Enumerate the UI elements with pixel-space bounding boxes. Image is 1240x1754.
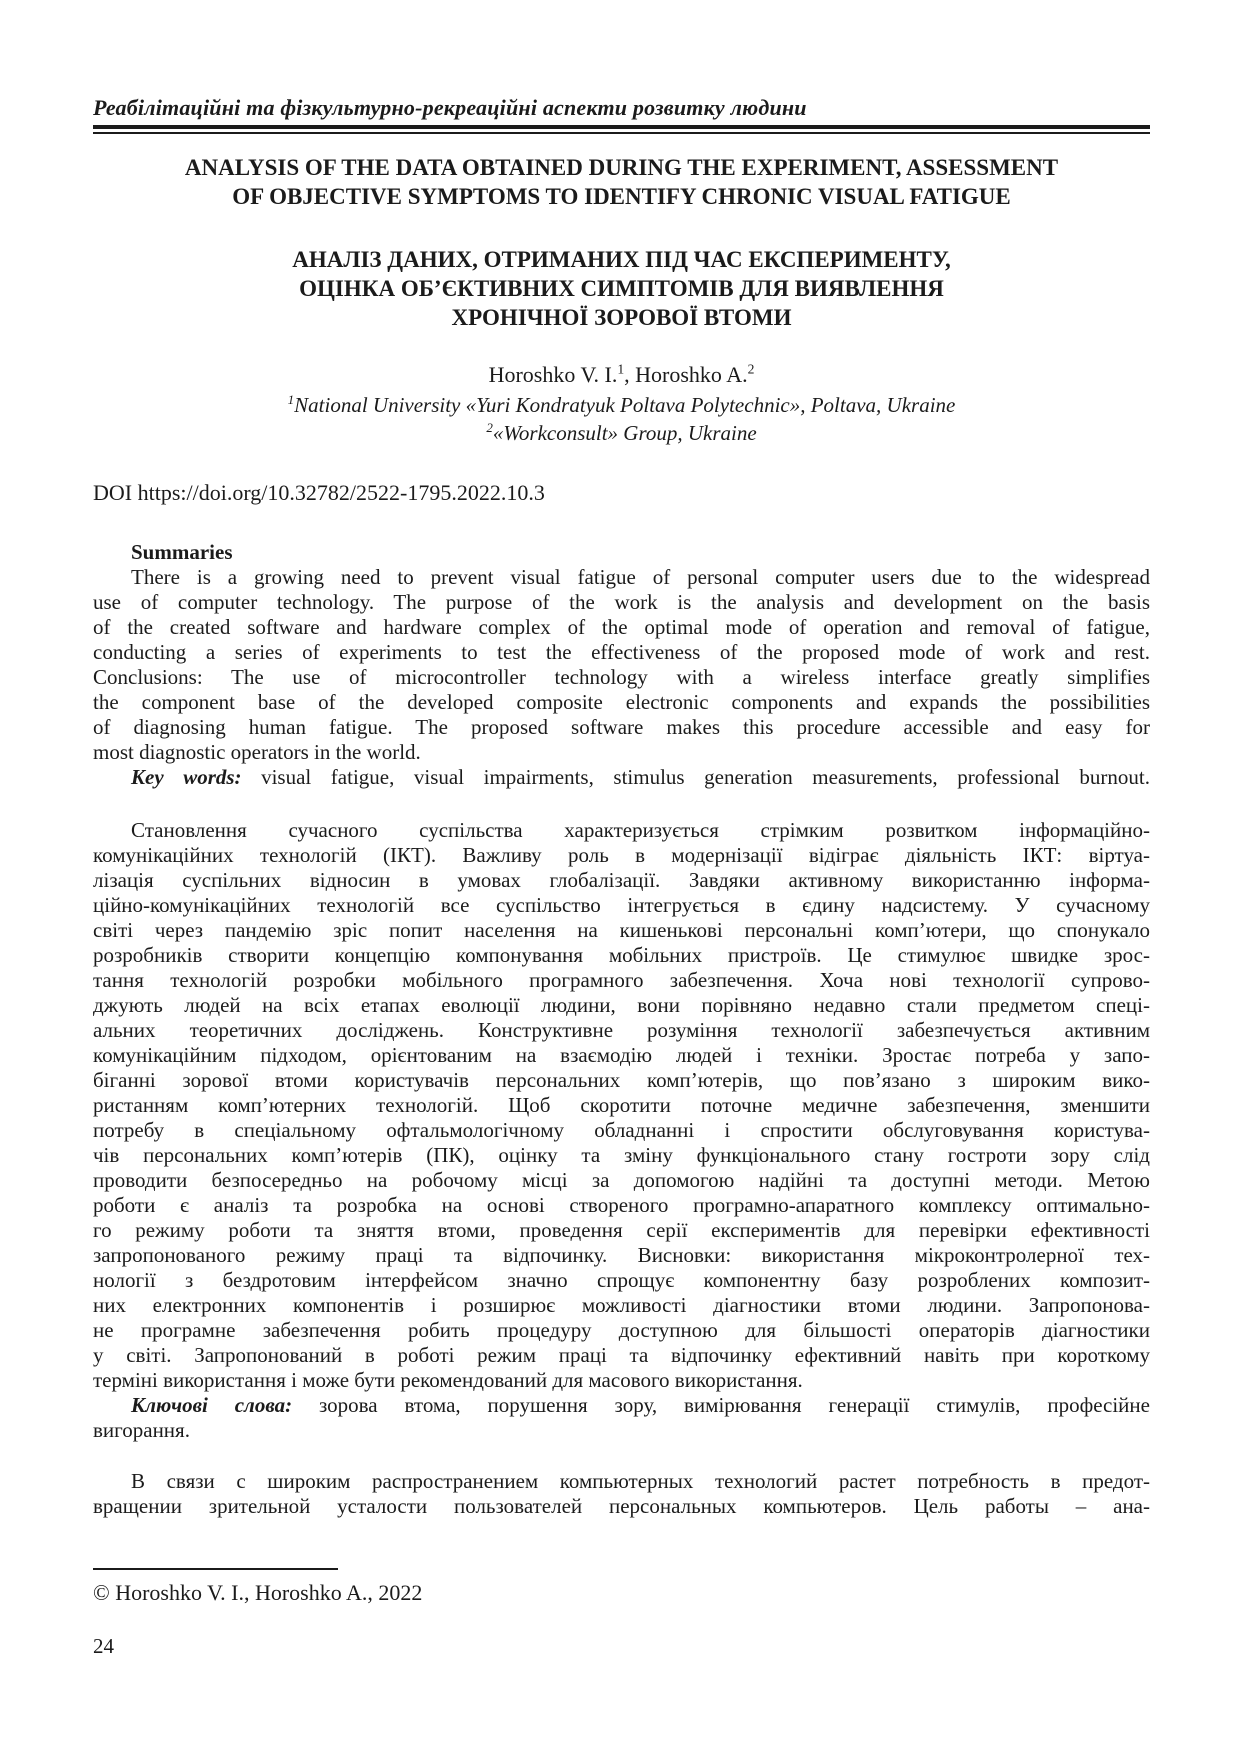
text-line: них електронних компонентів і розширює можливості діагностики втоми людини. Запропонова- — [93, 1293, 1150, 1317]
text-line: нології з бездротовим інтерфейсом значно спрощує компонентну базу розроблених композит- — [93, 1268, 1150, 1292]
affiliation-2 — [93, 419, 1150, 447]
text-line: OF OBJECTIVE SYMPTOMS TO IDENTIFY CHRONIC VISUAL FATIGUE — [232, 184, 1011, 209]
authors-line — [93, 362, 1150, 388]
abstract-uk-paragraph — [93, 818, 1150, 1393]
text-line: ОЦІНКА ОБ’ЄКТИВНИХ СИМПТОМІВ ДЛЯ ВИЯВЛЕННЯ — [299, 276, 944, 301]
doi-line: DOI https://doi.org/10.32782/2522-1795.2022.10.3 — [93, 480, 545, 505]
summary-en-paragraph — [93, 565, 1150, 765]
keywords-uk-label: Ключові слова: — [131, 1393, 293, 1417]
article-title-uk — [93, 245, 1150, 332]
text-line: біганні зорової втоми користувачів персональних комп’ютерів, що пов’язано з широким вико- — [93, 1068, 1150, 1092]
affiliation-1 — [93, 391, 1150, 419]
text-line: most diagnostic operators in the world. — [93, 740, 421, 764]
text-line: ційно-комунікаційних технологій все суспільство інтегрується в єдину надсистему. У сучасному — [93, 893, 1150, 917]
text-line: There is a growing need to prevent visual fatigue of personal computer users due to the widespread — [131, 565, 1150, 589]
text-line: ANALYSIS OF THE DATA OBTAINED DURING THE EXPERIMENT, ASSESSMENT — [184, 155, 1059, 180]
text-line: the component base of the developed composite electronic components and expands the possibilities — [93, 690, 1150, 714]
text-line: запропонованого режиму праці та відпочинку. Висновки: використання мікроконтролерної тех- — [93, 1243, 1150, 1267]
text-line: комунікаційним підходом, орієнтованим на взаємодію людей і техніки. Зростає потреба у запо- — [93, 1043, 1150, 1067]
copyright-line: © Horoshko V. I., Horoshko A., 2022 — [93, 1580, 423, 1605]
text-line: чів персональних комп’ютерів (ПК), оцінку та зміну функціонального стану гостроти зору слід — [93, 1143, 1150, 1167]
text-line: розробників створити концепцію компонування мобільних пристроїв. Це стимулює швидке зрос- — [93, 943, 1150, 967]
text-line: джують людей на всіх етапах еволюції людини, вони порівняно недавно стали предметом спеці- — [93, 993, 1150, 1017]
text-line: лізація суспільних відносин в умовах глобалізації. Завдяки активному використанню інформа- — [93, 868, 1150, 892]
affiliation-2-mark: 2 — [486, 420, 493, 435]
article-title-en — [93, 153, 1150, 211]
text-line: conducting a series of experiments to test the effectiveness of the proposed mode of work and rest. — [93, 640, 1150, 664]
text-line: use of computer technology. The purpose of the work is the analysis and development on the basis — [93, 590, 1150, 614]
text-line: потребу в спеціальному офтальмологічному обладнанні і спростити обслуговування користува- — [93, 1118, 1150, 1142]
affiliation-1-text: National University «Yuri Kondratyuk Poltava Polytechnic», Poltava, Ukraine — [294, 393, 956, 417]
running-header: Реабілітаційні та фізкультурно-рекреаційні аспекти розвитку людини — [93, 95, 807, 120]
text-line: світі через пандемію зріс попит населення на кишенькові персональні комп’ютери, що спонукало — [93, 918, 1150, 942]
text-line: альних теоретичних досліджень. Конструктивне розуміння технології забезпечується активним — [93, 1018, 1150, 1042]
text-line: Становлення сучасного суспільства характеризується стрімким розвитком інформаційно- — [131, 818, 1150, 842]
text-line: тання технологій розробки мобільного програмного забезпечення. Хоча нові технології супрово- — [93, 968, 1150, 992]
text-line: of the created software and hardware complex of the optimal mode of operation and removal of fatigue, — [93, 615, 1150, 639]
keywords-en — [93, 765, 1150, 790]
page-number: 24 — [93, 1634, 114, 1658]
keywords-uk-line-1 — [93, 1393, 1150, 1418]
text-line: у світі. Запропонований в роботі режим праці та відпочинку ефективний навіть при короткому — [93, 1343, 1150, 1367]
header-rule — [93, 125, 1150, 134]
author-1-name: Horoshko V. I. — [488, 362, 618, 387]
text-line: го режиму роботи та зняття втоми, проведення серії експериментів для перевірки ефективності — [93, 1218, 1150, 1242]
text-line: проводити безпосередньо на робочому місці за допомогою надійні та доступні методи. Метою — [93, 1168, 1150, 1192]
text-line: роботи є аналіз та розробка на основі створеного програмно-апаратного комплексу оптимально- — [93, 1193, 1150, 1217]
text-line: ристанням комп’ютерних технологій. Щоб скоротити поточне медичне забезпечення, зменшити — [93, 1093, 1150, 1117]
copyright-footnote-rule — [93, 1568, 338, 1570]
keywords-uk-text: зорова втома, порушення зору, вимірювання генерації стимулів, професійне — [292, 1393, 1150, 1417]
text-line: of diagnosing human fatigue. The proposed software makes this procedure accessible and easy for — [93, 715, 1150, 739]
text-line: терміні використання і може бути рекомендований для масового використання. — [93, 1368, 803, 1392]
text-line: вращении зрительной усталости пользователей персональных компьютеров. Цель работы – ана- — [93, 1494, 1150, 1518]
abstract-ru-paragraph — [93, 1469, 1150, 1519]
summaries-heading: Summaries — [131, 540, 233, 564]
affiliation-1-mark: 1 — [287, 392, 295, 407]
text-line: Conclusions: The use of microcontroller technology with a wireless interface greatly simplifies — [93, 665, 1150, 689]
author-2-name: Horoshko A. — [635, 362, 748, 387]
text-line: не програмне забезпечення робить процедуру доступною для більшості операторів діагностики — [93, 1318, 1150, 1342]
author-2-affiliation-mark: 2 — [747, 361, 755, 377]
keywords-en-label: Key words: — [131, 765, 242, 789]
text-line: АНАЛІЗ ДАНИХ, ОТРИМАНИХ ПІД ЧАС ЕКСПЕРИМЕНТУ, — [292, 247, 951, 272]
affiliation-2-text: «Workconsult» Group, Ukraine — [492, 421, 757, 445]
text-line: ХРОНІЧНОЇ ЗОРОВОЇ ВТОМИ — [451, 305, 792, 330]
text-line: комунікаційних технологій (ІКТ). Важливу роль в модернізації відіграє діяльність ІКТ: віртуа- — [93, 843, 1150, 867]
keywords-uk-line-2: вигорання. — [93, 1418, 190, 1442]
author-1-affiliation-mark: 1 — [617, 361, 625, 377]
authors-separator: , — [624, 362, 636, 387]
keywords-en-text: visual fatigue, visual impairments, stimulus generation measurements, professional burnout. — [241, 765, 1150, 789]
text-line: В связи с широким распространением компьютерных технологий растет потребность в предот- — [131, 1469, 1150, 1493]
